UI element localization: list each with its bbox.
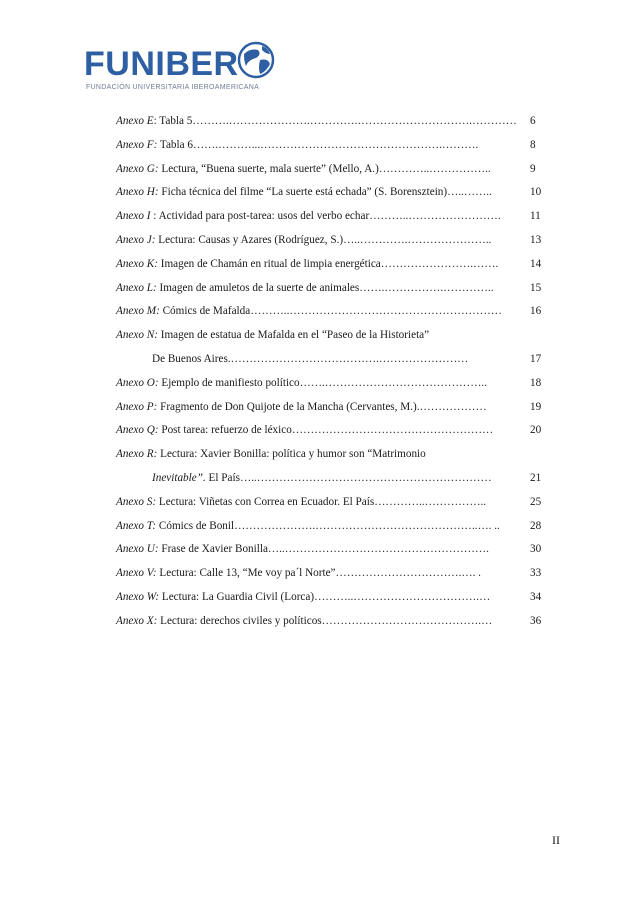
toc-entry[interactable] xyxy=(116,229,552,253)
toc-entry-text xyxy=(116,400,487,414)
toc-entry-title: Lectura: Xavier Bonilla: política y humor son “Matrimonio xyxy=(157,448,426,461)
toc-entry-title: De Buenos Aires xyxy=(152,352,228,365)
toc-entry[interactable] xyxy=(116,158,552,182)
toc-entry-page: 13 xyxy=(530,233,542,246)
toc-entry-title: Cómics de Bonil xyxy=(156,519,235,532)
toc-entry-page: 25 xyxy=(530,495,542,508)
toc-entry[interactable] xyxy=(116,396,552,420)
toc-entry-text xyxy=(152,352,468,366)
logo-wordmark: FUNIBER xyxy=(84,45,239,83)
toc-entry-leader: ………..………………………………………………… xyxy=(250,305,502,318)
logo-subtitle: FUNDACIÓN UNIVERSITARIA IBEROAMERICANA xyxy=(86,84,260,91)
toc-entry[interactable] xyxy=(116,110,552,134)
toc-entry-title: Post tarea: refuerzo de léxico xyxy=(158,424,292,437)
toc-entry-leader: …………………………………….… xyxy=(321,614,493,627)
toc-entry-leader: …….…………….………….. xyxy=(359,281,494,294)
toc-entry-title: Cómics de Mafalda xyxy=(159,305,251,318)
toc-entry-label: Anexo N: xyxy=(116,329,158,342)
toc-entry[interactable] xyxy=(116,181,552,205)
toc-entry[interactable] xyxy=(116,610,552,634)
toc-entry[interactable] xyxy=(116,419,552,443)
toc-entry[interactable] xyxy=(116,538,552,562)
toc-entry[interactable] xyxy=(116,562,552,586)
toc-entry-text xyxy=(116,162,491,176)
toc-entry-text xyxy=(116,114,517,128)
toc-entry-text xyxy=(116,185,492,199)
toc-entry-title: Lectura: derechos civiles y políticos xyxy=(157,614,322,627)
toc-entry-text xyxy=(116,281,494,295)
toc-entry-label: Anexo I xyxy=(116,210,151,223)
toc-entry-page: 15 xyxy=(530,281,542,294)
toc-entry-page: 28 xyxy=(530,519,542,532)
table-of-contents xyxy=(116,110,552,634)
toc-entry-page: 18 xyxy=(530,376,542,389)
toc-entry[interactable] xyxy=(116,348,552,372)
toc-entry-leader: ………..……………………. xyxy=(369,210,501,223)
toc-entry-page: 14 xyxy=(530,257,542,270)
toc-entry-page: 6 xyxy=(530,115,536,127)
toc-entry-text xyxy=(116,542,489,556)
toc-entry-page: 21 xyxy=(530,471,542,484)
toc-entry-page: 36 xyxy=(530,614,542,627)
toc-entry[interactable] xyxy=(116,253,552,277)
toc-entry-leader: …………………….……. xyxy=(380,257,499,270)
toc-entry-text xyxy=(116,233,491,247)
toc-entry[interactable] xyxy=(116,324,552,348)
toc-entry-title: Lectura: Viñetas con Correa en Ecuador. El País xyxy=(156,495,375,508)
toc-entry-page: 30 xyxy=(530,543,542,556)
toc-entry-text xyxy=(116,328,429,342)
toc-entry-text xyxy=(152,471,492,485)
toc-entry-title: El País xyxy=(205,471,240,484)
globe-icon xyxy=(236,40,276,80)
toc-entry-text xyxy=(116,209,501,223)
toc-entry-page: 19 xyxy=(530,400,542,413)
toc-entry-page: 34 xyxy=(530,590,542,603)
toc-entry-title: Imagen de amuletos de la suerte de animales xyxy=(156,281,360,294)
toc-entry-leader: …….………...………………………………………….………. xyxy=(192,138,479,151)
toc-entry-title: Lectura, “Buena suerte, mala suerte” (Mello, A.) xyxy=(158,162,379,175)
toc-entry-title: Fragmento de Don Quijote de la Mancha (Cervantes, M.) xyxy=(157,400,417,413)
toc-entry-text xyxy=(116,138,478,152)
toc-entry-page: 17 xyxy=(530,352,542,365)
toc-entry-label: Anexo K: xyxy=(116,257,158,270)
toc-entry-title: Tabla 6 xyxy=(157,138,193,151)
toc-entry-label: Inevitable”. xyxy=(152,471,206,484)
toc-entry[interactable] xyxy=(116,515,552,539)
toc-entry[interactable] xyxy=(116,134,552,158)
toc-entry-leader: …….…………………………………….. xyxy=(299,376,488,389)
toc-entry-title: Lectura: La Guardia Civil (Lorca) xyxy=(159,590,315,603)
toc-entry-leader: .……………… xyxy=(416,400,487,413)
toc-entry-text xyxy=(116,257,498,271)
toc-entry-page: 20 xyxy=(530,424,542,437)
toc-entry-label: Anexo L: xyxy=(116,281,157,294)
toc-entry[interactable] xyxy=(116,491,552,515)
toc-entry-label: Anexo F: xyxy=(116,138,158,151)
toc-entry-title: Lectura: Calle 13, “Me voy pa´l Norte” xyxy=(156,567,336,580)
toc-entry-label: Anexo R: xyxy=(116,448,158,461)
toc-entry-label: Anexo E xyxy=(116,115,154,127)
toc-entry-label: Anexo G: xyxy=(116,162,159,175)
toc-entry-label: Anexo W: xyxy=(116,590,160,603)
toc-entry-leader: …..………………………………………………. xyxy=(267,543,489,556)
toc-entry-title: Ejemplo de manifiesto político xyxy=(158,376,300,389)
toc-entry[interactable] xyxy=(116,443,552,467)
toc-entry-leader: ……………………………………………… xyxy=(291,424,494,437)
toc-entry-label: Anexo X: xyxy=(116,614,158,627)
toc-entry-label: Anexo O: xyxy=(116,376,159,389)
toc-entry-leader: …..……………………………………………………… xyxy=(239,471,492,484)
toc-entry[interactable] xyxy=(116,205,552,229)
toc-entry-leader: .………………………………….…………………… xyxy=(227,352,469,365)
toc-entry-label: Anexo T: xyxy=(116,519,157,532)
toc-entry-text xyxy=(116,447,426,461)
toc-entry-page: 8 xyxy=(530,138,536,151)
toc-entry-text xyxy=(116,495,486,509)
toc-entry-page: 16 xyxy=(530,305,542,318)
toc-entry-leader: …..…….. xyxy=(447,186,492,199)
toc-entry[interactable] xyxy=(116,277,552,301)
toc-entry[interactable] xyxy=(116,586,552,610)
toc-entry-title: Ficha técnica del filme “La suerte está echada” (S. Borensztein) xyxy=(158,186,448,199)
toc-entry-title: Imagen de Chamán en ritual de limpia energética xyxy=(157,257,381,270)
toc-entry-label: Anexo V: xyxy=(116,567,157,580)
toc-entry-title: : Actividad para post-tarea: usos del verbo echar xyxy=(150,210,370,223)
toc-entry-page: 10 xyxy=(530,186,542,199)
toc-entry-title: Frase de Xavier Bonilla xyxy=(158,543,268,556)
page-number: II xyxy=(552,833,560,847)
funiber-logo xyxy=(84,40,284,96)
toc-entry-title: Tabla 5 xyxy=(156,115,193,127)
toc-entry-sep: : xyxy=(153,115,157,127)
toc-entry-label: Anexo H: xyxy=(116,186,159,199)
toc-entry-label: Anexo J: xyxy=(116,233,156,246)
toc-entry-leader: ………..…………………………….… xyxy=(314,590,491,603)
toc-entry-title: Imagen de estatua de Mafalda en el “Paseo de la Historieta” xyxy=(157,329,430,342)
toc-entry-leader: ……….………………….………….………………………….………… xyxy=(192,115,517,127)
toc-entry-leader: …..………….………………….. xyxy=(343,233,492,246)
toc-entry[interactable] xyxy=(116,467,552,491)
toc-entry-label: Anexo P: xyxy=(116,400,158,413)
toc-entry-text xyxy=(116,376,487,390)
toc-entry-leader: …………………………….…. . xyxy=(335,567,481,580)
toc-entry[interactable] xyxy=(116,372,552,396)
toc-entry-text xyxy=(116,566,481,580)
toc-entry-text xyxy=(116,519,500,533)
toc-entry-text xyxy=(116,423,493,437)
toc-entry-page: 33 xyxy=(530,567,542,580)
toc-entry-text xyxy=(116,614,492,628)
toc-entry-text xyxy=(116,304,502,318)
toc-entry-label: Anexo M: xyxy=(116,305,160,318)
toc-entry-text xyxy=(116,590,490,604)
toc-entry-label: Anexo U: xyxy=(116,543,159,556)
toc-entry-page: 9 xyxy=(530,162,536,175)
toc-entry-title: Lectura: Causas y Azares (Rodríguez, S.) xyxy=(155,233,344,246)
toc-entry-leader: …………..…………….. xyxy=(374,495,487,508)
toc-entry[interactable] xyxy=(116,300,552,324)
toc-entry-leader: …………..…………….. xyxy=(378,162,491,175)
toc-entry-label: Anexo Q: xyxy=(116,424,159,437)
toc-entry-page: 11 xyxy=(530,210,541,223)
toc-entry-label: Anexo S: xyxy=(116,495,157,508)
toc-entry-leader: ………………….……………………………………..…. .. xyxy=(234,519,500,532)
